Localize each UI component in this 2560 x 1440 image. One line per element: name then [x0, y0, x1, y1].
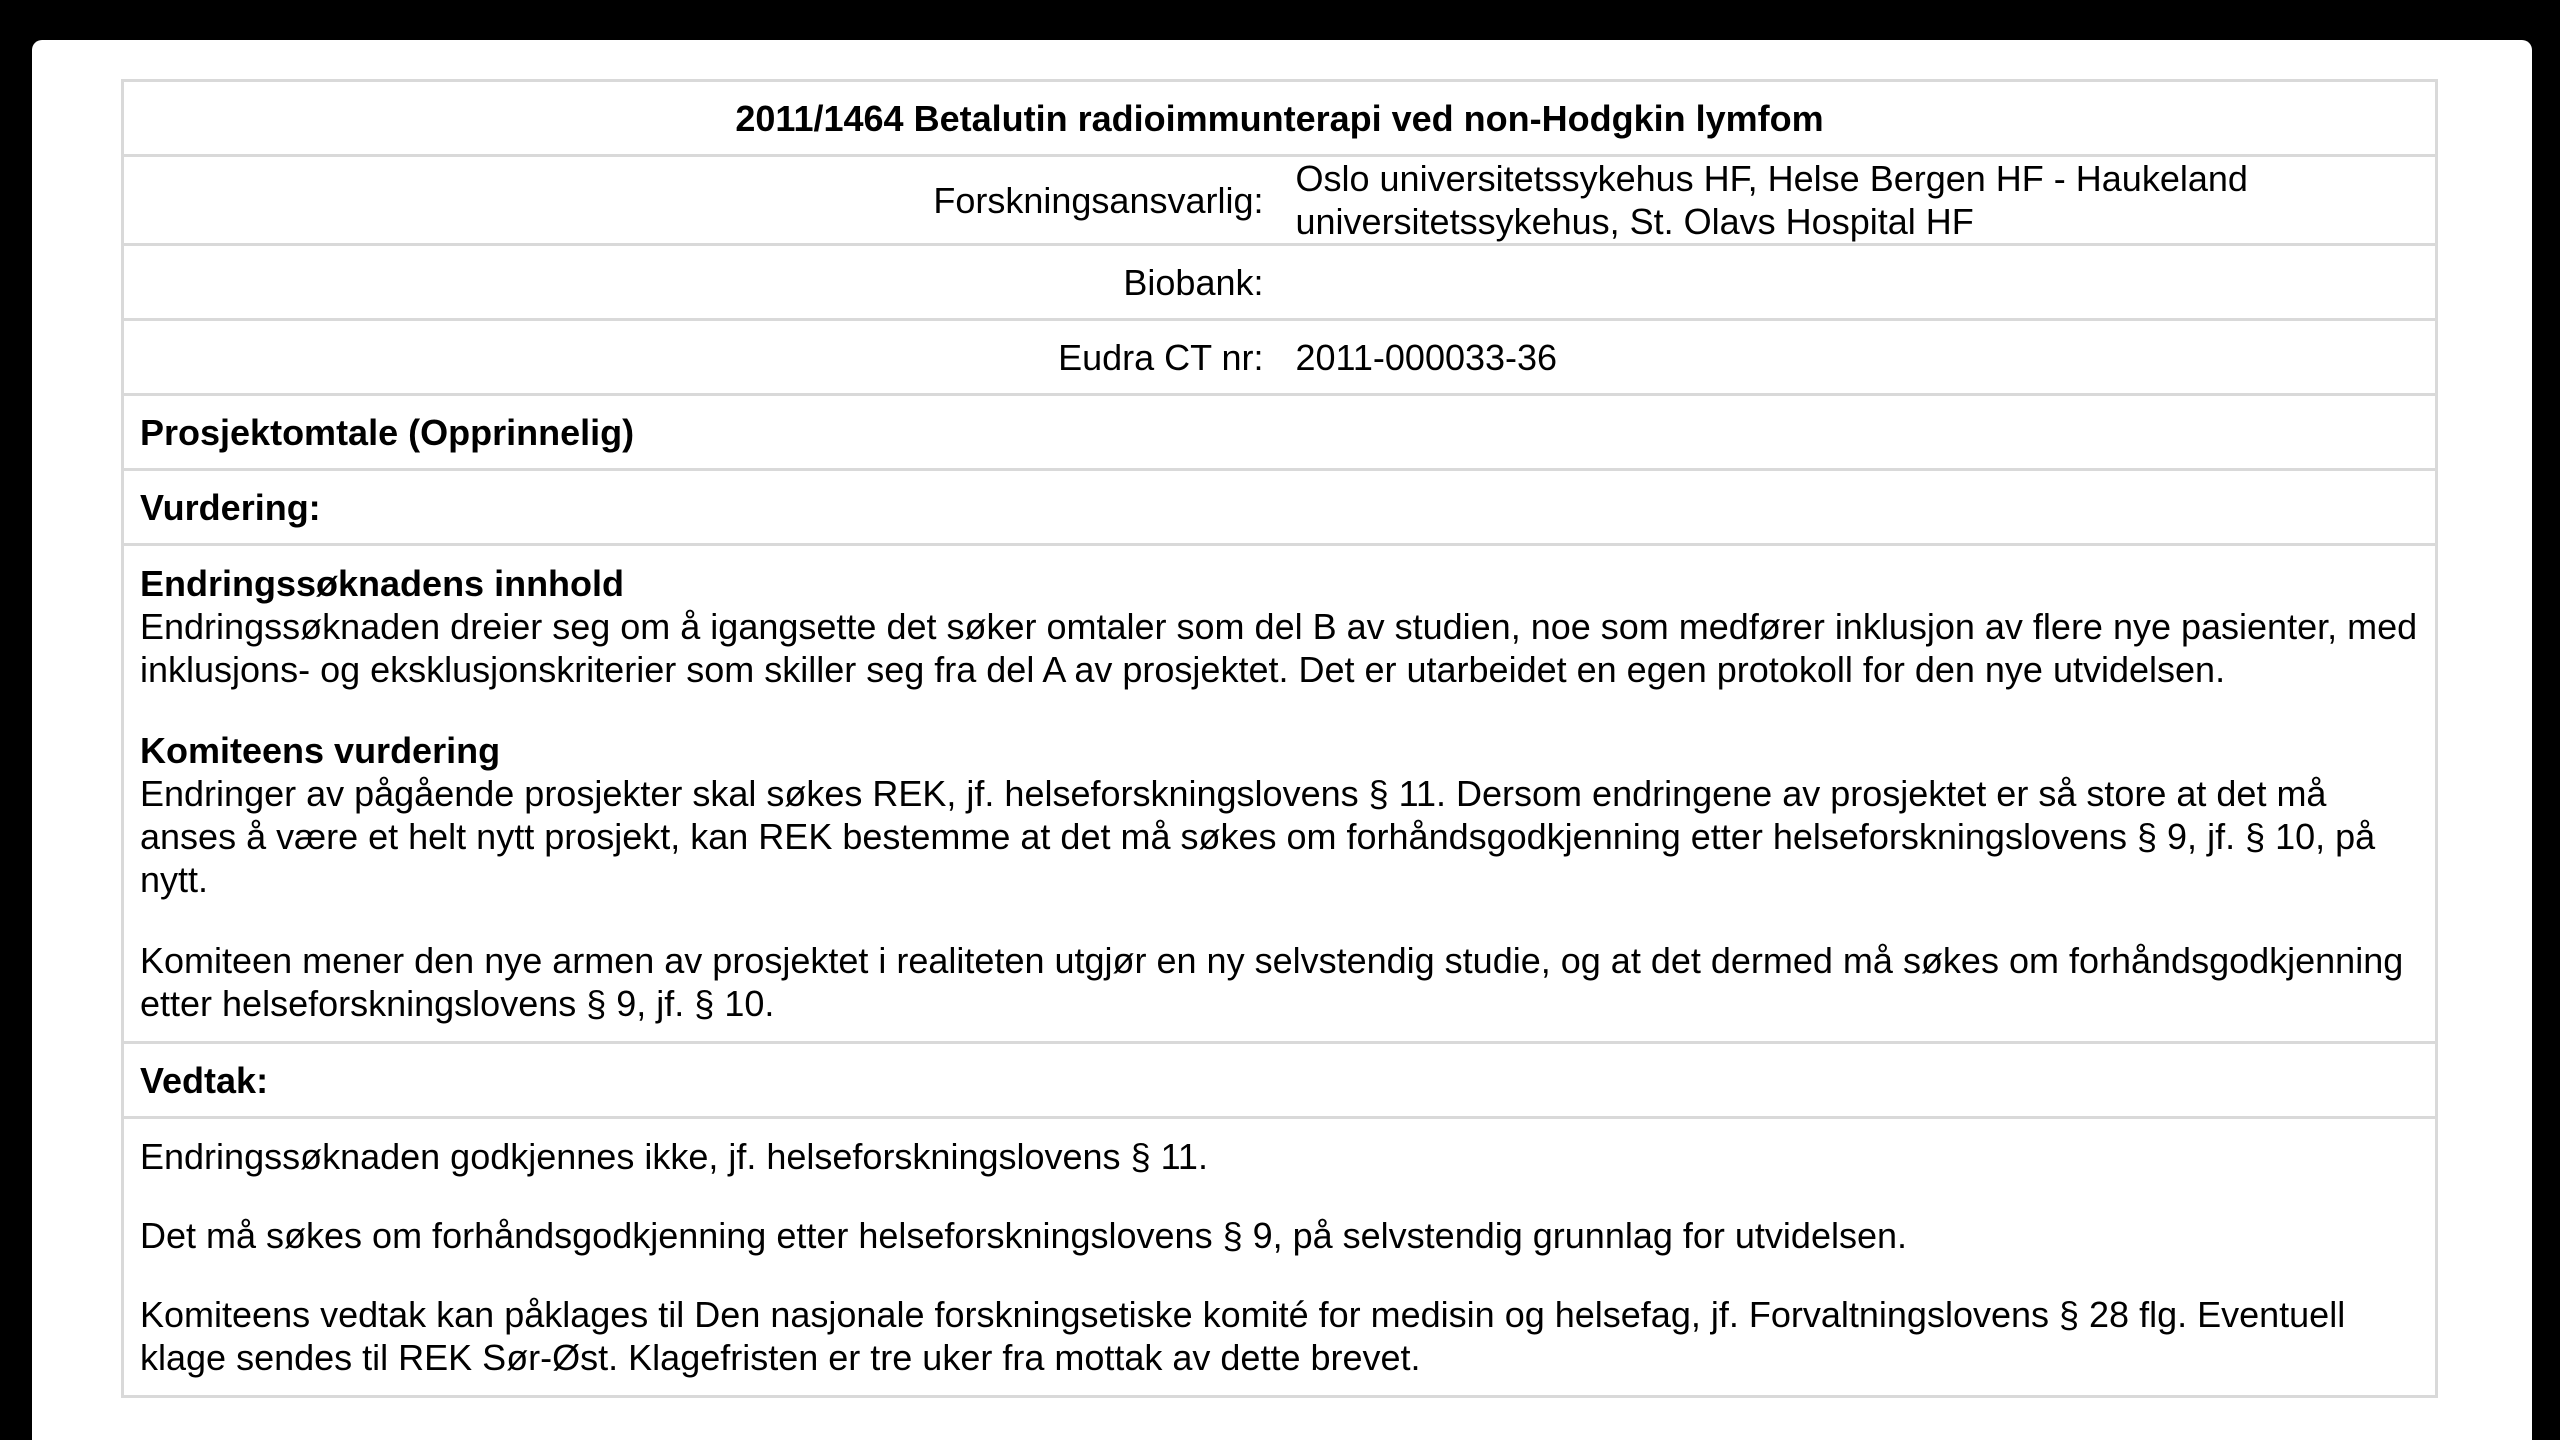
vedtak-content-row [123, 1118, 2437, 1397]
vedtak-text-2: Det må søkes om forhåndsgodkjenning etter helseforskningslovens § 9, på selvstendig grunnlag for utvidelsen. [140, 1215, 1908, 1256]
vurdering-heading: Vurdering: [123, 470, 2437, 545]
prosjektomtale-heading: Prosjektomtale (Opprinnelig) [123, 395, 2437, 470]
komite-heading: Komiteens vurdering [140, 730, 501, 771]
prosjektomtale-row [123, 395, 2437, 470]
biobank-row [123, 245, 2437, 320]
komite-text-2: Komiteen mener den nye armen av prosjektet i realiteten utgjør en ny selvstendig studie, og at det dermed må søkes om forhåndsgodkjenning etter helseforskningslovens § 9, jf. § 10. [140, 940, 2404, 1024]
forskningsansvarlig-value: Oslo universitetssykehus HF, Helse Bergen HF - Haukeland universitetssykehus, St. Olavs Hospital HF [1280, 156, 2437, 245]
vedtak-text-1: Endringssøknaden godkjennes ikke, jf. helseforskningslovens § 11. [140, 1136, 1208, 1177]
vedtak-text-3: Komiteens vedtak kan påklages til Den nasjonale forskningsetiske komité for medisin og helsefag, jf. Forvaltningslovens § 28 flg. Eventuell klage sendes til REK Sør-Øst. Klagefristen er tre uker fra mottak av dette brevet. [140, 1294, 2346, 1378]
document-title: 2011/1464 Betalutin radioimmunterapi ved non-Hodgkin lymfom [123, 81, 2437, 156]
eudra-value: 2011-000033-36 [1280, 320, 2437, 395]
document-page [32, 40, 2532, 1440]
spacer [140, 1257, 2419, 1293]
spacer [140, 1178, 2419, 1214]
eudra-label: Eudra CT nr: [123, 320, 1280, 395]
vedtak-content [123, 1118, 2437, 1397]
forskningsansvarlig-row [123, 156, 2437, 245]
vurdering-row [123, 470, 2437, 545]
vedtak-row [123, 1043, 2437, 1118]
komite-text-1: Endringer av pågående prosjekter skal søkes REK, jf. helseforskningslovens § 11. Dersom endringene av prosjektet er så store at det må anses å være et helt nytt prosjekt, kan REK bestemme at det må søkes om forhåndsgodkjenning etter helseforskningslovens § 9, jf. § 10, på nytt. [140, 773, 2376, 900]
innhold-text: Endringssøknaden dreier seg om å igangsette det søker omtaler som del B av studien, noe som medfører inklusjon av flere nye pasienter, med inklusjons- og eksklusjonskriterier som skiller seg fra del A av prosjektet. Det er utarbeidet en egen protokoll for den nye utvidelsen. [140, 606, 2418, 690]
forskningsansvarlig-label: Forskningsansvarlig: [123, 156, 1280, 245]
vedtak-heading: Vedtak: [123, 1043, 2437, 1118]
eudra-row [123, 320, 2437, 395]
biobank-label: Biobank: [123, 245, 1280, 320]
spacer [140, 901, 2419, 939]
vurdering-content-row [123, 545, 2437, 1043]
innhold-heading: Endringssøknadens innhold [140, 563, 625, 604]
spacer [140, 691, 2419, 729]
case-table [121, 79, 2438, 1398]
vurdering-content [123, 545, 2437, 1043]
title-row [123, 81, 2437, 156]
biobank-value [1280, 245, 2437, 320]
